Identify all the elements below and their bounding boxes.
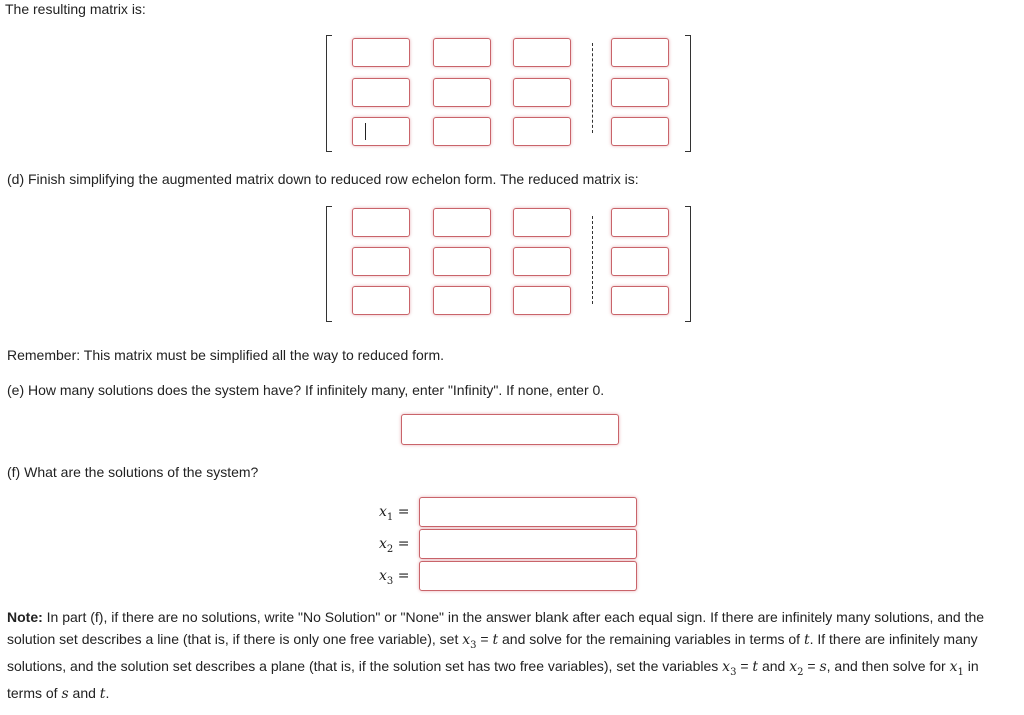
note-paragraph: Note: In part (f), if there are no solutions, write "No Solution" or "None" in the answer blank after each equal sign. If there are infinitely many solutions, and the solution set describes a line (that is, if there is only one free variable), set $x_3 = t$ and solve for the remaining variables in terms of t. If there are infinitely many solutions, and the solution set describes a plane (that is, if the solution set has two free variables), set the variables $x_3 = t$ and $x_2 = s$, and then solve for $x_1$ in terms of s and t. — [7, 609, 985, 703]
solutions-count-input[interactable] — [401, 414, 619, 445]
matrix2-cell-r2c4[interactable] — [611, 247, 669, 276]
matrix1-cell-r2c4[interactable] — [611, 78, 669, 107]
matrix2-cell-r1c4[interactable] — [611, 208, 669, 237]
augment-divider — [592, 216, 593, 304]
matrix1-cell-r1c3[interactable] — [513, 38, 571, 67]
matrix1-cell-r3c1[interactable] — [352, 117, 410, 146]
x2-input[interactable] — [419, 529, 637, 559]
augment-divider — [592, 43, 593, 133]
x1-label: $x_1$ = — [379, 504, 410, 523]
left-bracket — [326, 206, 332, 322]
matrix2-cell-r3c2[interactable] — [433, 286, 491, 315]
matrix2-cell-r2c3[interactable] — [513, 247, 571, 276]
matrix2-cell-r3c4[interactable] — [611, 286, 669, 315]
right-bracket — [685, 206, 691, 322]
text-caret — [365, 123, 366, 140]
part-e-prompt: (e) How many solutions does the system have? If infinitely many, enter "Infinity". If none, enter 0. — [7, 382, 605, 398]
x2-label: $x_2$ = — [379, 536, 410, 555]
right-bracket — [685, 35, 691, 152]
x3-input[interactable] — [419, 561, 637, 591]
matrix2-cell-r2c1[interactable] — [352, 247, 410, 276]
x3-label: $x_3$ = — [379, 568, 410, 587]
matrix1-cell-r3c3[interactable] — [513, 117, 571, 146]
matrix1-cell-r1c2[interactable] — [433, 38, 491, 67]
matrix1-cell-r1c4[interactable] — [611, 38, 669, 67]
matrix2-cell-r1c1[interactable] — [352, 208, 410, 237]
note-label: Note: — [7, 609, 43, 625]
matrix1-cell-r3c2[interactable] — [433, 117, 491, 146]
part-d-prompt: (d) Finish simplifying the augmented matrix down to reduced row echelon form. The reduced matrix is: — [7, 171, 639, 187]
resulting-matrix-label: The resulting matrix is: — [5, 1, 146, 17]
matrix1-cell-r3c4[interactable] — [611, 117, 669, 146]
left-bracket — [326, 35, 332, 152]
part-f-prompt: (f) What are the solutions of the system? — [7, 464, 259, 480]
matrix2-cell-r1c3[interactable] — [513, 208, 571, 237]
matrix2-cell-r2c2[interactable] — [433, 247, 491, 276]
matrix1-cell-r2c1[interactable] — [352, 78, 410, 107]
matrix2-cell-r1c2[interactable] — [433, 208, 491, 237]
matrix1-cell-r1c1[interactable] — [352, 38, 410, 67]
matrix1-cell-r2c2[interactable] — [433, 78, 491, 107]
remember-note: Remember: This matrix must be simplified all the way to reduced form. — [7, 347, 445, 363]
matrix1-cell-r2c3[interactable] — [513, 78, 571, 107]
x1-input[interactable] — [419, 497, 637, 527]
matrix2-cell-r3c1[interactable] — [352, 286, 410, 315]
matrix2-cell-r3c3[interactable] — [513, 286, 571, 315]
